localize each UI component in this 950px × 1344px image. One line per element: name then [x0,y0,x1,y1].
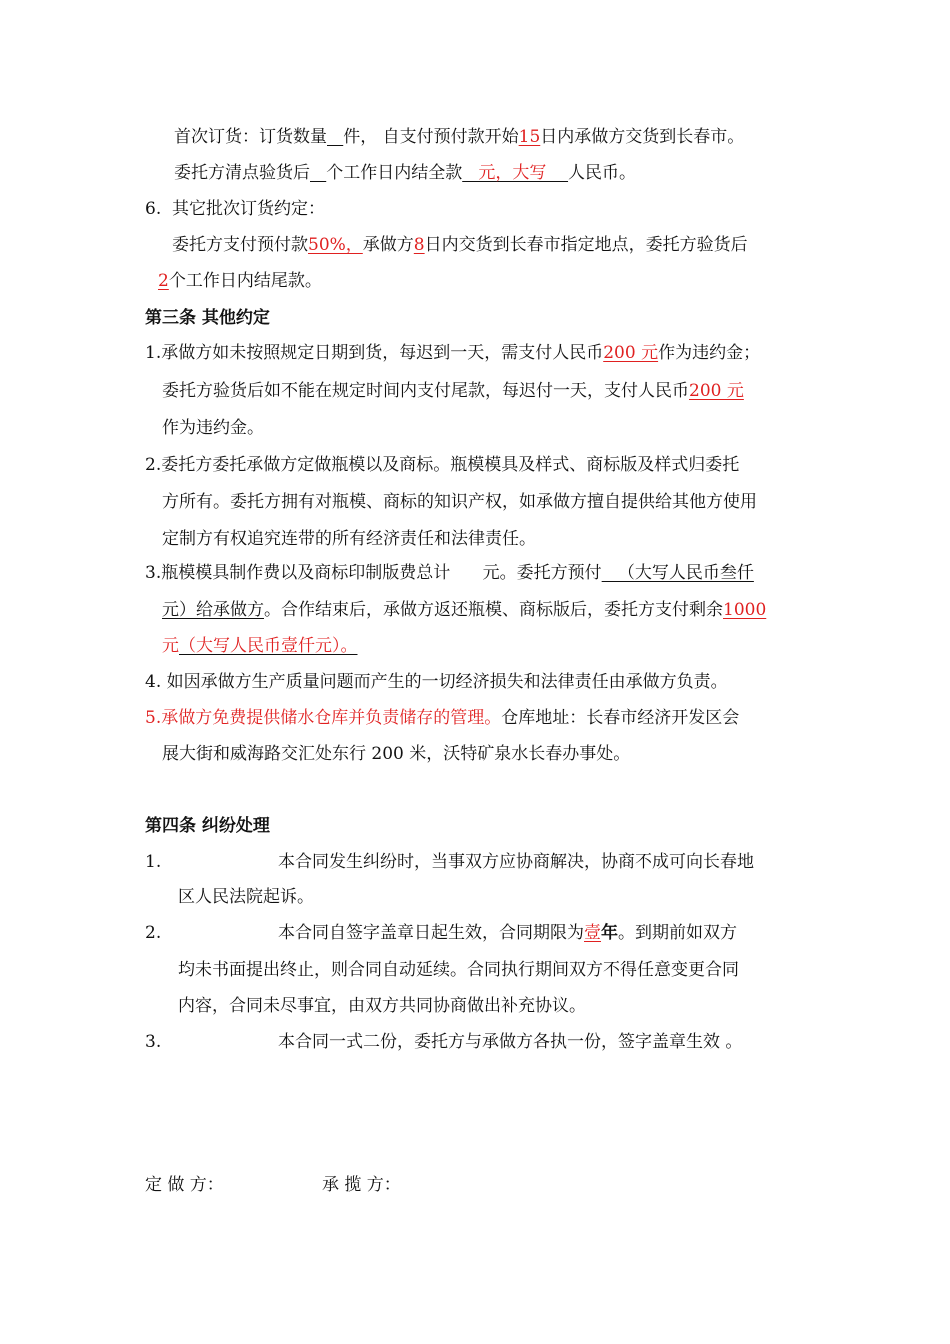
art4-item-1-line-2: 区人民法院起诉。 [178,887,314,907]
article-3-heading: 第三条 其他约定 [145,308,270,328]
art4-item-2-number: 2. [145,923,162,943]
article-4-heading: 第四条 纠纷处理 [145,816,270,836]
art4-item-1-line-1: 本合同发生纠纷时，当事双方应协商解决，协商不成可向长春地 [278,852,754,872]
art3-item-3-line-3: 元（大写人民币壹仟元）。 [162,636,358,656]
art3-item-5-line-1: 5.承做方免费提供储水仓库并负责储存的管理。仓库地址：长春市经济开发区会 [145,708,740,728]
art4-item-2-line-2: 均未书面提出终止，则合同自动延续。合同执行期间双方不得任意变更合同 [178,960,739,980]
art3-item-1-line-2: 委托方验货后如不能在规定时间内支付尾款，每迟付一天，支付人民币200 元 [162,381,744,401]
art3-item-3-line-1: 3.瓶模模具制作费以及商标印制版费总计 元。委托方预付 （大写人民币叁仟 [145,563,754,583]
other-orders-line-1: 委托方支付预付款50%，承做方8日内交货到长春市指定地点，委托方验货后 [172,235,748,255]
first-order-line-2: 委托方清点验货后 个工作日内结全款 元，大写 人民币。 [174,163,637,183]
art4-item-3-line-1: 本合同一式二份，委托方与承做方各执一份，签字盖章生效 。 [278,1032,743,1052]
art3-item-3-line-2: 元）给承做方。合作结束后，承做方返还瓶模、商标版后，委托方支付剩余1000 [162,600,767,620]
art3-item-2-line-1: 2.委托方委托承做方定做瓶模以及商标。瓶模模具及样式、商标版及样式归委托 [145,455,740,475]
art4-item-3-number: 3. [145,1032,162,1052]
first-order-line-1: 首次订货：订货数量 件， 自支付预付款开始15日内承做方交货到长春市。 [174,127,745,147]
art3-item-1-line-1: 1.承做方如未按照规定日期到货，每迟到一天，需支付人民币200 元作为违约金； [145,343,761,363]
art3-item-4: 4. 如因承做方生产质量问题而产生的一切经济损失和法律责任由承做方负责。 [145,672,728,692]
art3-item-2-line-2: 方所有。委托方拥有对瓶模、商标的知识产权，如承做方擅自提供给其他方使用 [162,492,757,512]
art3-item-5-line-2: 展大街和威海路交汇处东行 200 米，沃特矿泉水长春办事处。 [162,744,631,764]
signature-party-b-label: 承 揽 方： [322,1175,401,1195]
other-orders-line-2: 2个工作日内结尾款。 [158,271,322,291]
art4-item-2-line-1: 本合同自签字盖章日起生效，合同期限为壹年。到期前如双方 [278,923,737,943]
art3-item-1-line-3: 作为违约金。 [162,418,264,438]
art4-item-1-number: 1. [145,852,162,872]
art4-item-2-line-3: 内容，合同未尽事宜，由双方共同协商做出补充协议。 [178,996,586,1016]
other-orders-heading: 6. 其它批次订货约定： [145,199,326,219]
art3-item-2-line-3: 定制方有权追究连带的所有经济责任和法律责任。 [162,529,536,549]
signature-party-a-label: 定 做 方： [145,1175,224,1195]
